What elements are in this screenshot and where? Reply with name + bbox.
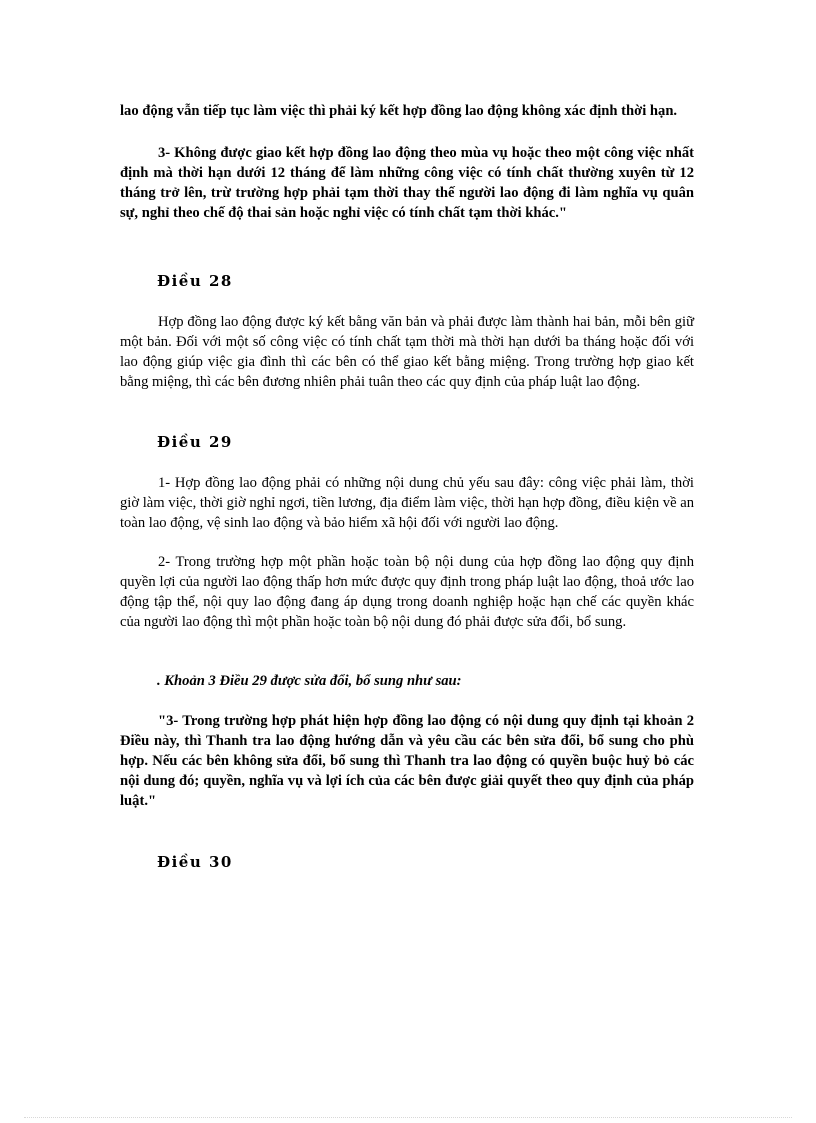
paragraph-article-29-clause-1: 1- Hợp đồng lao động phải có những nội dung chủ yếu sau đây: công việc phải làm, thời giờ làm việc, thời giờ nghỉ ngơi, tiền lương, địa điểm làm việc, thời hạn hợp đồng, điều kiện về an toàn lao động, vệ sinh lao động và bảo hiểm xã hội đối với người lao động. [120, 475, 694, 531]
article-heading-28: Điều 28 [157, 272, 233, 290]
page-bottom-divider [24, 1117, 792, 1118]
document-page [120, 101, 694, 872]
article-heading-29: Điều 29 [157, 433, 233, 451]
paragraph-article-28: Hợp đồng lao động được ký kết bằng văn bản và phải được làm thành hai bản, mỗi bên giữ một bản. Đối với một số công việc có tính chất tạm thời mà thời hạn dưới ba tháng hoặc đối với lao động giúp việc gia đình thì các bên có thể giao kết bằng miệng. Trong trường hợp giao kết bằng miệng, thì các bên đương nhiên phải tuân theo các quy định của pháp luật lao động. [120, 314, 694, 390]
amendment-note: . Khoản 3 Điều 29 được sửa đổi, bổ sung như sau: [157, 673, 462, 689]
article-heading-30: Điều 30 [157, 853, 233, 871]
paragraph-amended-clause-3: "3- Trong trường hợp phát hiện hợp đồng lao động có nội dung quy định tại khoản 2 Điều này, thì Thanh tra lao động hướng dẫn và yêu cầu các bên sửa đổi, bổ sung cho phù hợp. Nếu các bên không sửa đổi, bổ sung thì Thanh tra lao động có quyền buộc huỷ bỏ các nội dung đó; quyền, nghĩa vụ và lợi ích của các bên được giải quyết theo quy định của pháp luật." [120, 713, 694, 809]
paragraph-continuation: lao động vẫn tiếp tục làm việc thì phải ký kết hợp đồng lao động không xác định thời hạn. [120, 103, 678, 119]
paragraph-article-29-clause-2: 2- Trong trường hợp một phần hoặc toàn bộ nội dung của hợp đồng lao động quy định quyền lợi của người lao động thấp hơn mức được quy định trong pháp luật lao động, thoả ước lao động tập thể, nội quy lao động đang áp dụng trong doanh nghiệp hoặc hạn chế các quyền khác của người lao động thì một phần hoặc toàn bộ nội dung đó phải được sửa đổi, bổ sung. [120, 554, 694, 630]
paragraph-clause-3: 3- Không được giao kết hợp đồng lao động theo mùa vụ hoặc theo một công việc nhất định mà thời hạn dưới 12 tháng để làm những công việc có tính chất thường xuyên từ 12 tháng trở lên, trừ trường hợp phải tạm thời thay thế người lao động đi làm nghĩa vụ quân sự, nghỉ theo chế độ thai sản hoặc nghỉ việc có tính chất tạm thời khác." [120, 145, 694, 221]
